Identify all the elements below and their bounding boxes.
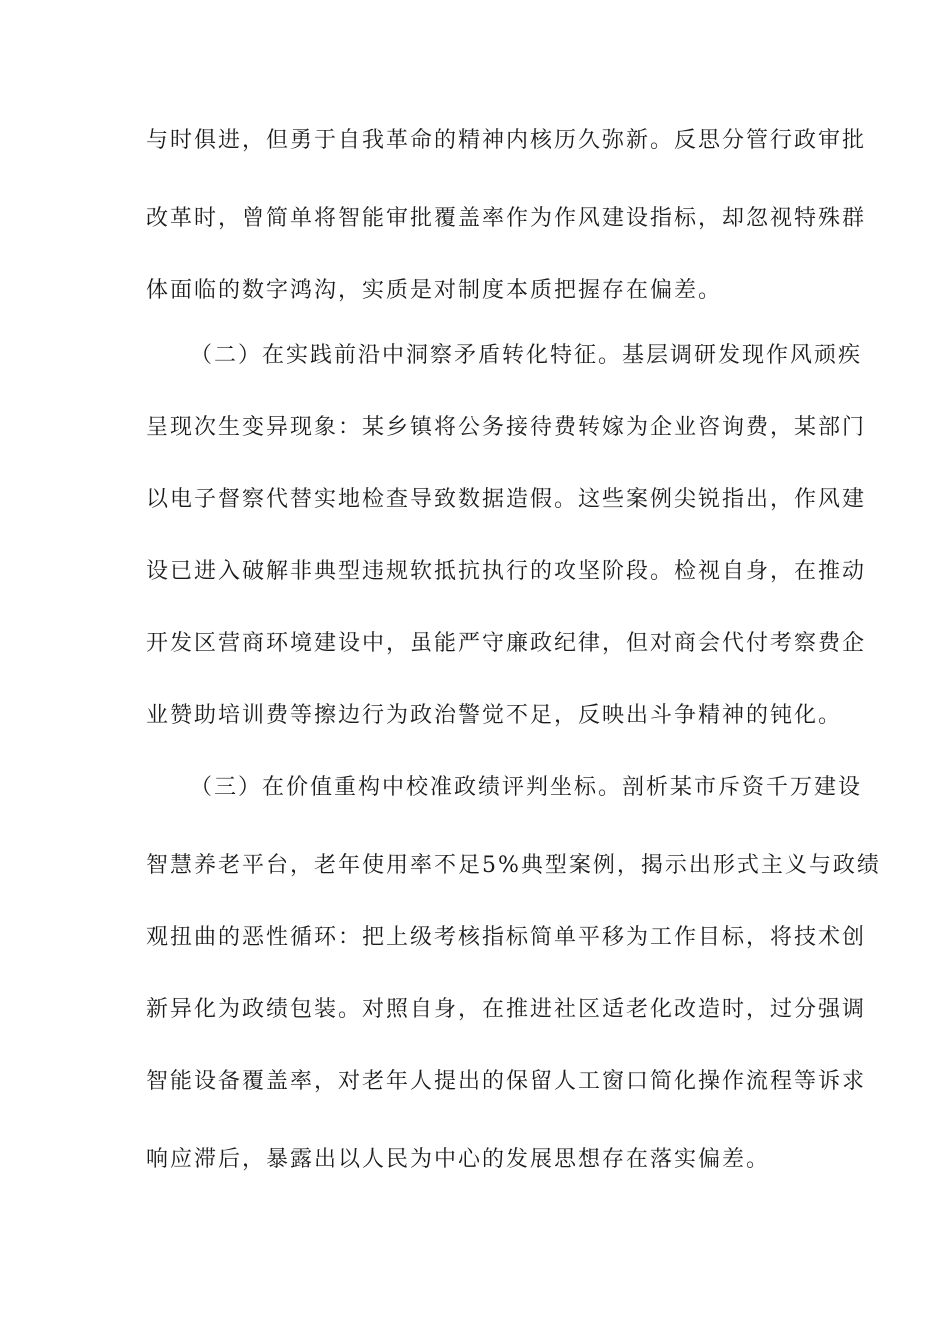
text-line-12: 观扭曲的恶性循环：把上级考核指标简单平移为工作目标，将技术创: [146, 925, 867, 950]
text-line-9: 业赞助培训费等擦边行为政治警觉不足，反映出斗争精神的钝化。: [146, 703, 843, 728]
text-line-2: 改革时，曾简单将智能审批覆盖率作为作风建设指标，却忽视特殊群: [146, 206, 867, 231]
text-line-3: 体面临的数字鸿沟，实质是对制度本质把握存在偏差。: [146, 278, 723, 303]
text-line-13: 新异化为政绩包装。对照自身，在推进社区适老化改造时，过分强调: [146, 997, 867, 1022]
text-line-15: 响应滞后，暴露出以人民为中心的发展思想存在落实偏差。: [146, 1147, 771, 1172]
section-heading-3: （三）在价值重构中校准政绩评判坐标。剖析某市斥资千万建设: [190, 775, 863, 800]
text-line-6: 以电子督察代替实地检查导致数据造假。这些案例尖锐指出，作风建: [146, 487, 867, 512]
text-line-5: 呈现次生变异现象：某乡镇将公务接待费转嫁为企业咨询费，某部门: [146, 415, 867, 440]
text-line-7: 设已进入破解非典型违规软抵抗执行的攻坚阶段。检视自身，在推动: [146, 559, 867, 584]
text-line-11: 智慧养老平台，老年使用率不足5%典型案例，揭示出形式主义与政绩: [146, 853, 881, 878]
text-line-8: 开发区营商环境建设中，虽能严守廉政纪律，但对商会代付考察费企: [146, 631, 867, 656]
text-line-14: 智能设备覆盖率，对老年人提出的保留人工窗口简化操作流程等诉求: [146, 1069, 867, 1094]
text-line-1: 与时俱进，但勇于自我革命的精神内核历久弥新。反思分管行政审批: [146, 128, 867, 153]
section-heading-2: （二）在实践前沿中洞察矛盾转化特征。基层调研发现作风顽疾: [190, 343, 863, 368]
